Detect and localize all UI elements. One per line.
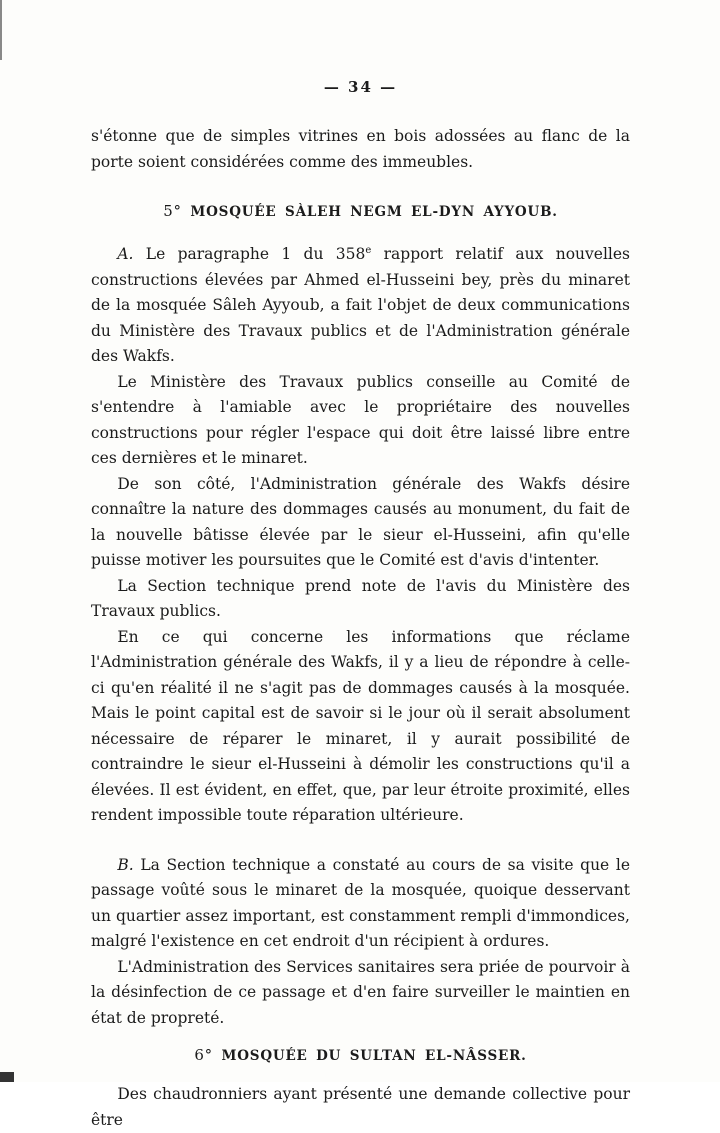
- paragraph-chaudronniers: Des chaudronniers ayant présenté une demande collective pour être: [91, 1085, 630, 1129]
- section-5-number: 5°: [163, 202, 182, 220]
- page-number: — 34 —: [323, 78, 398, 96]
- section-5-title: MOSQUÉE SÀLEH NEGM EL-DYN AYYOUB.: [190, 204, 558, 220]
- paragraph-continuation: s'étonne que de simples vitrines en bois adossées au flanc de la porte soient considérées comme des immeubles.: [91, 127, 630, 171]
- paragraph-administration-wakfs: De son côté, l'Administration générale des Wakfs désire connaître la nature des dommages causés au monument, du fait de la nouvelle bâtisse élevée par le sieur el-Husseini, afin qu'elle puisse motiver les poursuites que le Comité est d'avis d'intenter.: [91, 474, 630, 569]
- superscript-e: e: [365, 244, 372, 256]
- paragraph-a-text-continued: rapport relatif aux nouvelles constructions élevées par Ahmed el-Husseini bey, près du minaret de la mosquée Sâleh Ayyoub, a fait l'objet de deux communications du Ministère des Travaux publics et de l'Administration générale des Wakfs.: [91, 245, 630, 365]
- paragraph-section-technique-note: La Section technique prend note de l'avis du Ministère des Travaux publics.: [91, 576, 630, 620]
- paragraph-ministere: Le Ministère des Travaux publics conseille au Comité de s'entendre à l'amiable avec le propriétaire des nouvelles constructions pour régler l'espace qui doit être laissé libre entre ces dernières et le minaret.: [91, 372, 630, 467]
- section-6-number: 6°: [194, 1046, 213, 1064]
- paragraph-services-sanitaires: L'Administration des Services sanitaires sera priée de pourvoir à la désinfection de ce passage et d'en faire surveiller le maintien en état de propreté.: [91, 957, 630, 1027]
- section-5-heading: [91, 201, 630, 222]
- paragraph-b-text: La Section technique a constaté au cours de sa visite que le passage voûté sous le minaret de la mosquée, quoique desservant un quartier assez important, est constamment rempli d'immondices, malgré l'existence en cet endroit d'un récipient à ordures.: [91, 855, 630, 950]
- paragraph-a-lead-letter: A.: [117, 245, 134, 263]
- section-6-heading: [91, 1045, 630, 1066]
- paragraph-a-text: Le paragraphe 1 du 358: [145, 245, 366, 263]
- section-6-title: MOSQUÉE DU SULTAN EL-NÂSSER.: [221, 1048, 527, 1064]
- paragraph-b-lead-letter: B.: [117, 855, 134, 874]
- paragraph-informations: En ce qui concerne les informations que réclame l'Administration générale des Wakfs, il y a lieu de répondre à celle-ci qu'en réalité il ne s'agit pas de dommages causés à la mosquée. Mais le point capital est de savoir si le jour où il serait absolument nécessaire de réparer le minaret, il y aurait possibilité de contraindre le sieur el-Husseini à démolir les constructions qu'il a élevées. Il est évident, en effet, que, par leur étroite proximité, elles rendent impossible toute réparation ultérieure.: [91, 627, 630, 824]
- paragraph-a: [91, 242, 630, 370]
- paragraph-b: [91, 853, 630, 955]
